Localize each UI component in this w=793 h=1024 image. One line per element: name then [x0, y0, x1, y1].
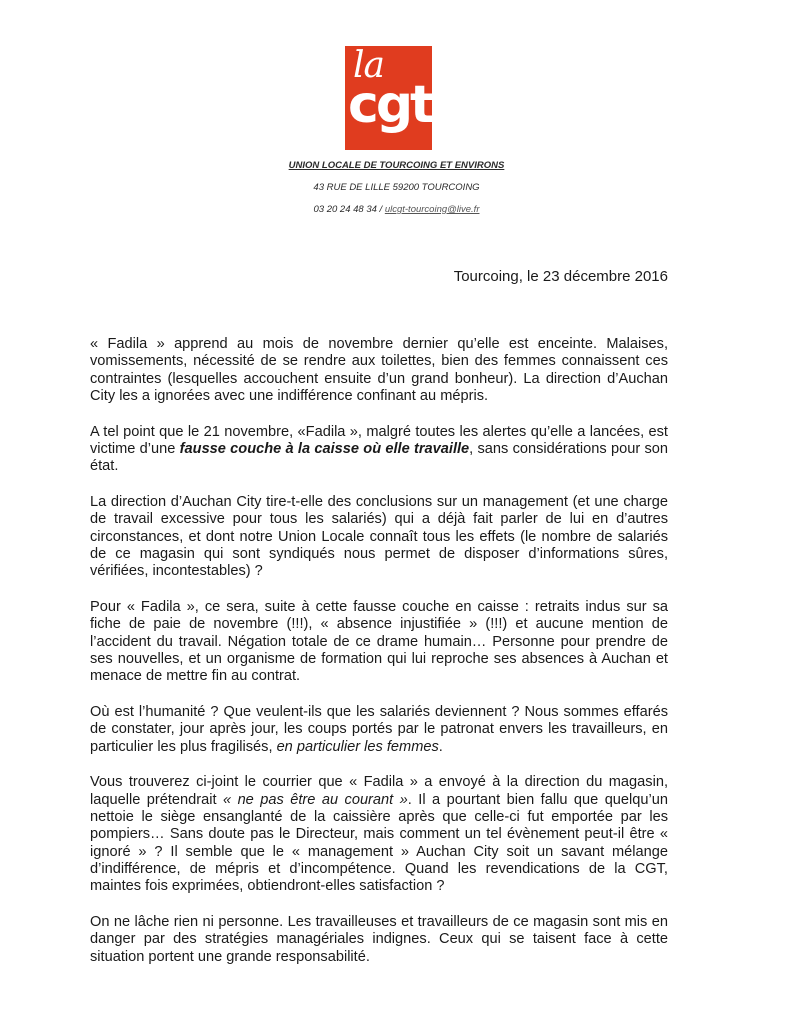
paragraph-6-text-c: . Il a pourtant bien fallu que quelqu’un nettoie le siège ensanglanté de la caissière après que celle-ci fut emportée par les pompiers… Sans doute pas le Directeur, mais comment un tel évènement peut-il être « ignoré » ? Il semble que le « management » Auchan City soit un savant mélange d’indifférence, de mépris et d’incompétence. Quand les revendications de la CGT, maintes fois exprimées, obtiendront-elles satisfaction ?: [90, 791, 668, 895]
paragraph-5-text-c: .: [438, 738, 443, 755]
logo-la-text: la: [353, 45, 384, 86]
union-name: UNION LOCALE DE TOURCOING ET ENVIRONS: [288, 160, 505, 171]
paragraph-4: Pour « Fadila », ce sera, suite à cette fausse couche en caisse : retraits indus sur sa fiche de paie de novembre (!!!), « absence injustifiée » (!!!) et aucune mention de l’accident du travail. Négation totale de ce drame humain… Personne pour prendre de ses nouvelles, et un organisme de formation qui lui reproche ses absences à Auchan et menace de mettre fin au contrat.: [90, 599, 668, 685]
paragraph-6-emphasis: « ne pas être au courant »: [223, 791, 408, 808]
paragraph-1: « Fadila » apprend au mois de novembre dernier qu’elle est enceinte. Malaises, vomissements, nécessité de se rendre aux toilettes, bien des femmes connaissent ces contraintes (lesquelles accouchent ensuite d’un grand bonheur). La direction d’Auchan City les a ignorées avec une indifférence confinant au mépris.: [90, 336, 668, 404]
paragraph-5-emphasis: en particulier les femmes: [276, 738, 439, 755]
address: 43 RUE DE LILLE 59200 TOURCOING: [313, 182, 480, 193]
paragraph-5-text-a: Où est l’humanité ? Que veulent-ils que les salariés deviennent ? Nous sommes effarés de constater, jour après jour, les coups portés par le patronat envers les travailleurs, en particulier les plus fragilisés,: [90, 704, 668, 755]
paragraph-2-text-a: A tel point que le 21 novembre, «Fadila », malgré toutes les alertes qu’elle a lancées, est victime d’une: [90, 423, 668, 457]
paragraph-7: On ne lâche rien ni personne. Les travailleuses et travailleurs de ce magasin sont mis en danger par des stratégies managériales indignes. Ceux qui se taisent face à cette situation portent une grande responsabilité.: [90, 914, 668, 965]
cgt-logo: [345, 46, 432, 150]
paragraph-6: [90, 774, 668, 895]
phone-number: 03 20 24 48 34: [313, 204, 377, 215]
paragraph-2-text-c: , sans considérations pour son état.: [90, 440, 668, 475]
paragraph-2: [90, 424, 668, 476]
paragraph-6-text-a: Vous trouverez ci-joint le courrier que « Fadila » a envoyé à la direction du magasin, laquelle prétendrait: [90, 774, 668, 808]
logo-cgt-text: cgt: [348, 75, 432, 135]
email-link[interactable]: ulcgt-tourcoing@live.fr: [384, 204, 480, 215]
contact-separator: /: [376, 204, 385, 215]
contact-line: [0, 204, 793, 215]
paragraph-5: [90, 704, 668, 756]
paragraph-3: La direction d’Auchan City tire-t-elle des conclusions sur un management (et une charge de travail excessive pour tous les salariés) qui a déjà fait parler de lui en d’autres circonstances, et dont notre Union Locale connaît tous les effets (le nombre de salariés de ce magasin qui sont syndiqués nous permet de disposer d’informations sûres, vérifiées, incontestables) ?: [90, 494, 668, 580]
letter-date: Tourcoing, le 23 décembre 2016: [453, 268, 668, 285]
paragraph-2-emphasis: fausse couche à la caisse où elle travaille: [179, 440, 470, 457]
letter-body: [90, 336, 668, 984]
